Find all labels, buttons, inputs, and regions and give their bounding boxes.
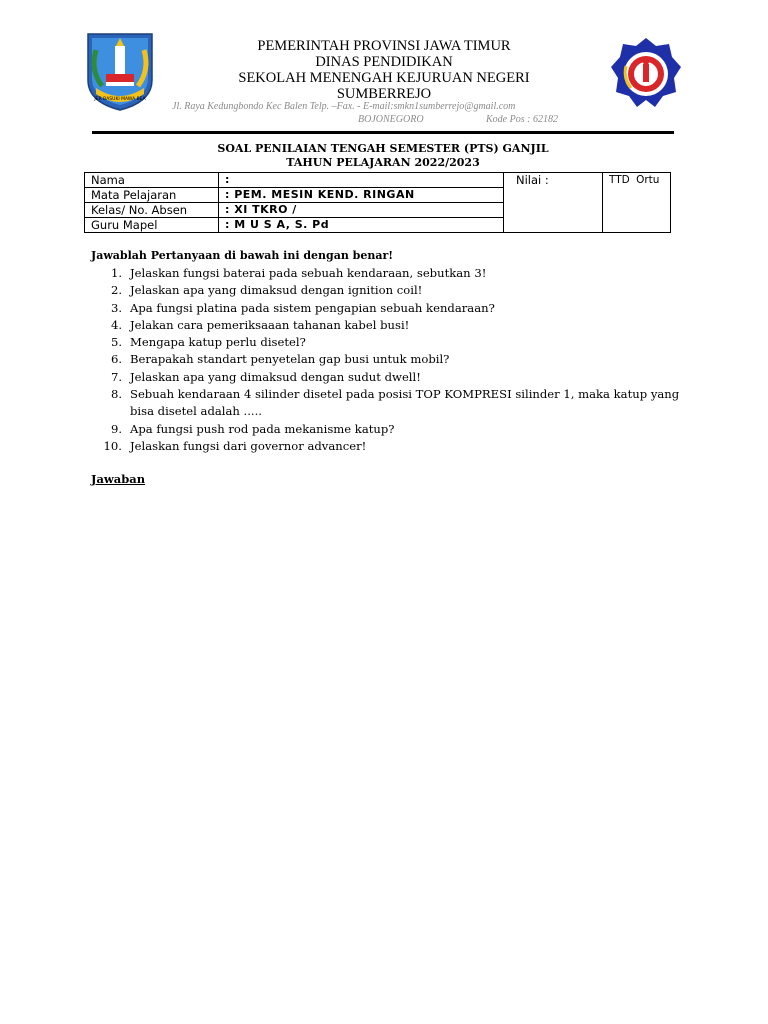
student-info-table	[84, 172, 671, 233]
question-number: 6.	[110, 352, 122, 367]
header-divider	[92, 131, 674, 134]
question-number: 10.	[103, 438, 122, 453]
instruction-text: Jawablah Pertanyaan di bawah ini dengan benar!	[91, 249, 394, 262]
nilai-box[interactable]: Nilai :	[504, 173, 603, 233]
header-school: SEKOLAH MENENGAH KEJURUAN NEGERI	[238, 70, 530, 86]
info-value-subject: : PEM. MESIN KEND. RINGAN	[219, 188, 504, 203]
question-text: Jelakan cara pemeriksaaan tahanan kabel busi!	[130, 317, 410, 332]
header-city: BOJONEGORO	[358, 114, 424, 125]
answer-heading: Jawaban	[91, 472, 146, 486]
list-item	[92, 265, 692, 282]
info-value-class[interactable]: : XI TKRO /	[219, 203, 504, 218]
exam-year: TAHUN PELAJARAN 2022/2023	[286, 156, 480, 169]
info-label-subject: Mata Pelajaran	[85, 188, 219, 203]
info-label-teacher: Guru Mapel	[85, 218, 219, 233]
list-item	[92, 300, 692, 317]
question-number: 1.	[110, 266, 122, 280]
question-number: 2.	[110, 283, 122, 298]
question-text: Apa fungsi platina pada sistem pengapian sebuah kendaraan?	[130, 300, 495, 315]
question-number: 5.	[110, 335, 122, 350]
list-item	[92, 317, 692, 334]
question-text: Jelaskan apa yang dimaksud dengan sudut dwell!	[130, 369, 421, 384]
table-row	[85, 173, 671, 188]
question-text: Berapakah standart penyetelan gap busi untuk mobil?	[130, 352, 450, 367]
question-text: Apa fungsi push rod pada mekanisme katup?	[130, 421, 395, 436]
question-list	[92, 265, 692, 455]
list-item	[92, 421, 692, 438]
list-item	[92, 351, 692, 368]
list-item	[92, 386, 692, 421]
ttd-ortu-box[interactable]: TTD Ortu	[603, 173, 671, 233]
letterhead	[170, 38, 598, 102]
question-text: Jelaskan fungsi baterai pada sebuah kendaraan, sebutkan 3!	[130, 266, 487, 280]
question-text: Jelaskan apa yang dimaksud dengan ignition coil!	[130, 283, 423, 298]
info-value-nama[interactable]: :	[219, 173, 504, 188]
east-java-crest-icon	[82, 30, 158, 112]
question-number: 3.	[110, 300, 122, 315]
question-number: 9.	[110, 421, 122, 436]
crest-motto: JER BASUKI MAWA BEA	[94, 97, 146, 102]
header-department: DINAS PENDIDIKAN	[315, 54, 453, 70]
list-item	[92, 282, 692, 299]
header-government: PEMERINTAH PROVINSI JAWA TIMUR	[257, 38, 511, 54]
info-label-nama: Nama	[85, 173, 219, 188]
header-school-name: SUMBERREJO	[336, 86, 432, 102]
question-number: 8.	[110, 387, 122, 402]
question-text: Mengapa katup perlu disetel?	[130, 335, 306, 350]
info-value-teacher: : M U S A, S. Pd	[219, 218, 504, 233]
list-item	[92, 334, 692, 351]
question-text: Jelaskan fungsi dari governor advancer!	[130, 438, 367, 453]
exam-title: SOAL PENILAIAN TENGAH SEMESTER (PTS) GANJIL	[217, 142, 549, 155]
school-emblem-icon	[609, 36, 683, 110]
question-number: 7.	[110, 369, 122, 384]
header-postcode: Kode Pos : 62182	[486, 114, 558, 125]
list-item	[92, 438, 692, 455]
info-label-class: Kelas/ No. Absen	[85, 203, 219, 218]
list-item	[92, 369, 692, 386]
header-address: Jl. Raya Kedungbondo Kec Balen Telp. –Fax. - E-mail:smkn1sumberrejo@gmail.com	[172, 101, 516, 112]
question-number: 4.	[110, 317, 122, 332]
question-text: Sebuah kendaraan 4 silinder disetel pada posisi TOP KOMPRESI silinder 1, maka katup yang bisa disetel adalah .....	[130, 387, 680, 419]
